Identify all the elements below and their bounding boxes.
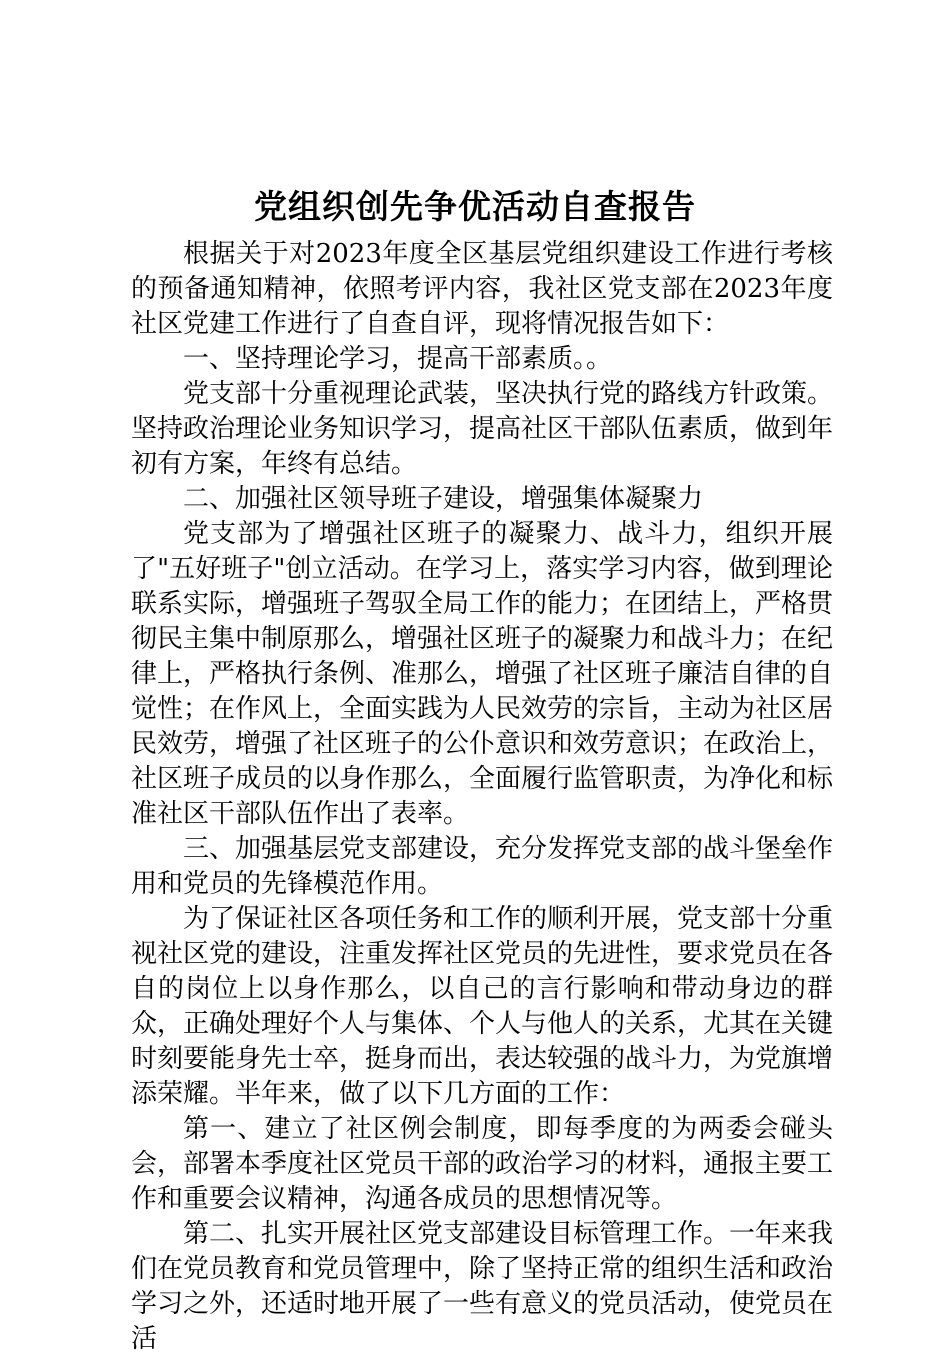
document-body [131,237,833,1357]
heading-section-3: 三、加强基层党支部建设，充分发挥党支部的战斗堡垒作用和党员的先锋模范作用。 [131,834,834,899]
paragraph-intro: 根据关于对2023年度全区基层党组织建设工作进行考核的预备通知精神，依照考评内容，我社区党支部在2023年度社区党建工作进行了自查自评，现将情况报告如下： [131,239,833,339]
paragraph-section-1: 党支部十分重视理论武装，坚决执行党的路线方针政策。坚持政治理论业务知识学习，提高社区干部队伍素质，做到年初有方案，年终有总结。 [131,379,834,479]
document-title: 党组织创先争优活动自查报告 [254,187,696,226]
heading-section-2: 二、加强社区领导班子建设，增强集体凝聚力 [183,484,704,514]
paragraph-section-2: 党支部为了增强社区班子的凝聚力、战斗力，组织开展了"五好班子"创立活动。在学习上，落实学习内容，做到理论联系实际，增强班子驾驭全局工作的能力；在团结上，严格贯彻民主集中制原那么，增强社区班子的凝聚力和战斗力；在纪律上，严格执行条例、准那么，增强了社区班子廉洁自律的自觉性；在作风上，全面实践为人民效劳的宗旨，主动为社区居民效劳，增强了社区班子的公仆意识和效劳意识；在政治上，社区班子成员的以身作那么，全面履行监管职责，为净化和标准社区干部队伍作出了表率。 [131,519,834,829]
paragraph-item-1: 第一、建立了社区例会制度，即每季度的为两委会碰头会，部署本季度社区党员干部的政治学习的材料，通报主要工作和重要会议精神，沟通各成员的思想情况等。 [131,1114,834,1214]
paragraph-item-2: 第二、扎实开展社区党支部建设目标管理工作。一年来我们在党员教育和党员管理中，除了坚持正常的组织生活和政治学习之外，还适时地开展了一些有意义的党员活动，使党员在活 [131,1219,834,1354]
paragraph-section-3: 为了保证社区各项任务和工作的顺利开展，党支部十分重视社区党的建设，注重发挥社区党员的先进性，要求党员在各自的岗位上以身作那么，以自己的言行影响和带动身边的群众，正确处理好个人与集体、个人与他人的关系，尤其在关键时刻要能身先士卒，挺身而出，表达较强的战斗力，为党旗增添荣耀。半年来，做了以下几方面的工作： [131,904,834,1109]
heading-section-1: 一、坚持理论学习，提高干部素质。。 [183,344,613,374]
